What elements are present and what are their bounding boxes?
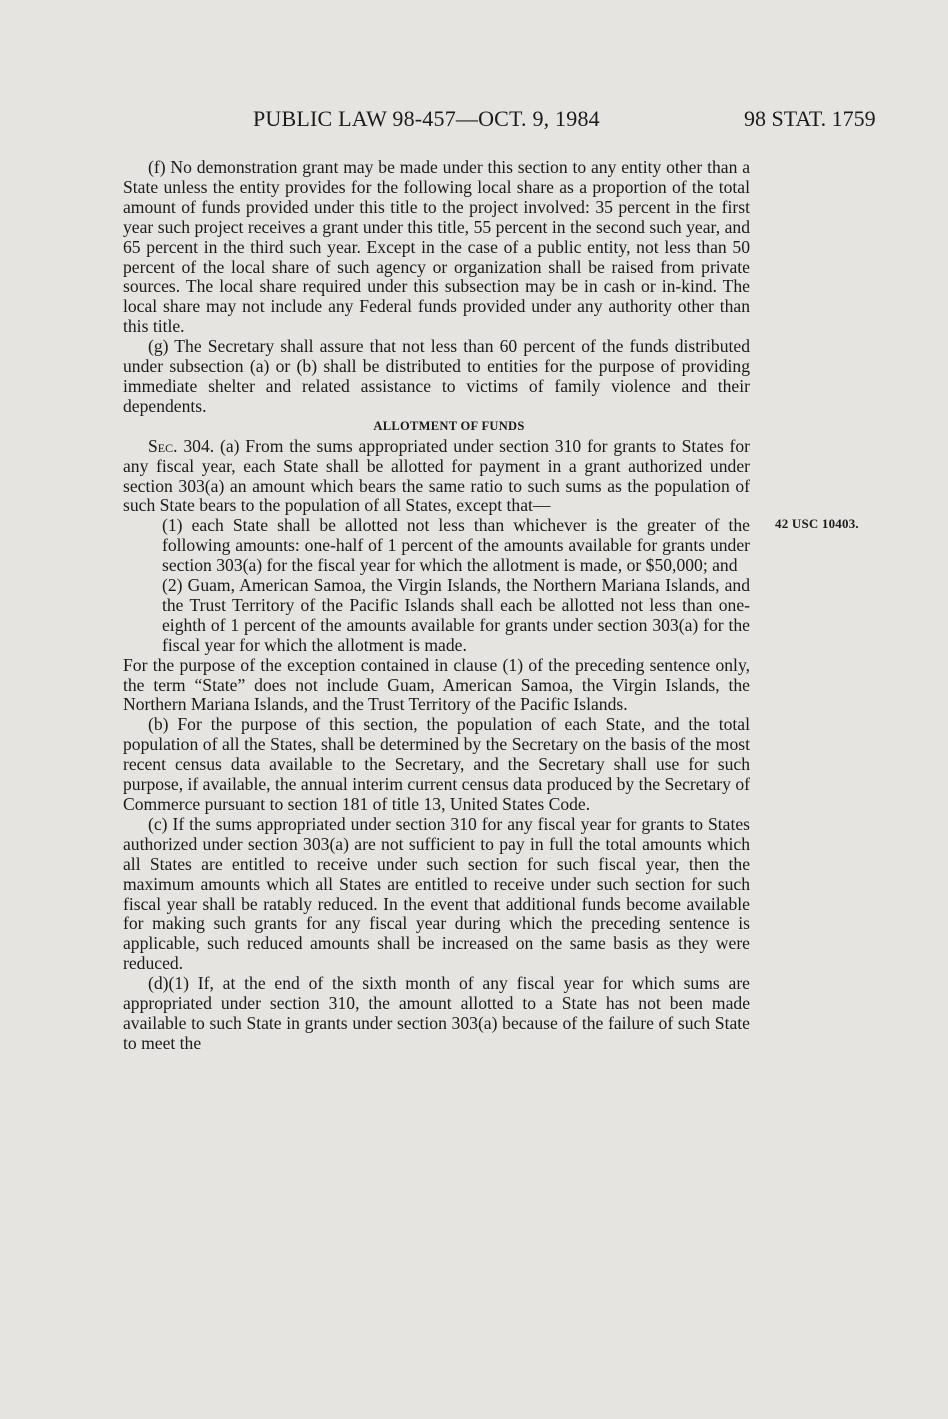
exception-purpose: For the purpose of the exception contained in clause (1) of the preceding sentence only, the term “State” does not include Guam, American Samoa, the Virgin Islands, the Northern Mariana Islands, and the Trust Territory of the Pacific Islands. bbox=[123, 654, 750, 715]
section-heading: ALLOTMENT OF FUNDS bbox=[373, 418, 525, 433]
section-304-a-text: 304. (a) From the sums appropriated under section 310 for grants to States for any fiscal year, each State shall be allotted for payment in a grant authorized under section 303(a) an amount which bears the same ratio to such sums as the population of such State bears to the population of all States, except that— bbox=[123, 435, 751, 516]
section-304-a bbox=[123, 437, 750, 517]
law-title: PUBLIC LAW 98-457—OCT. 9, 1984 bbox=[253, 106, 600, 131]
document-body bbox=[123, 158, 750, 1054]
page-header bbox=[0, 106, 948, 138]
paragraph-c: (c) If the sums appropriated under section 310 for any fiscal year for grants to States authorized under section 303(a) are not sufficient to pay in full the total amounts which all States are entitled to receive under such section for such fiscal year, then the maximum amounts which all States are entitled to receive under such section for such fiscal year shall be ratably reduced. In the event that additional funds become available for making such grants for any fiscal year during which the preceding sentence is applicable, such reduced amounts shall be increased on the same basis as they were reduced. bbox=[123, 813, 750, 974]
paragraph-b: (b) For the purpose of this section, the population of each State, and the total population of all the States, shall be determined by the Secretary on the basis of the most recent census data available to the Secretary, and the Secretary shall use for such purpose, if available, the annual interim current census data produced by the Secretary of Commerce pursuant to section 181 of title 13, United States Code. bbox=[123, 714, 750, 814]
usc-citation-margin-note: 42 USC 10403. bbox=[775, 516, 859, 531]
clause-2: (2) Guam, American Samoa, the Virgin Islands, the Northern Mariana Islands, and the Trust Territory of the Pacific Islands shall each be allotted not less than one-eighth of 1 percent of the amounts available for grants under section 303(a) for the fiscal year for which the allotment is made. bbox=[162, 575, 750, 655]
paragraph-g: (g) The Secretary shall assure that not less than 60 percent of the funds distributed under subsection (a) or (b) shall be distributed to entities for the purpose of providing immediate shelter and related assistance to victims of family violence and their dependents. bbox=[123, 336, 750, 416]
clause-1: (1) each State shall be allotted not less than whichever is the greater of the following amounts: one-half of 1 percent of the amounts available for grants under section 303(a) for the fiscal year for which the allotment is made, or $50,000; and bbox=[162, 515, 750, 576]
statute-page-number: 98 STAT. 1759 bbox=[744, 106, 876, 131]
paragraph-d1: (d)(1) If, at the end of the sixth month of any fiscal year for which sums are appropriated under section 310, the amount allotted to a State has not been made available to such State in grants under section 303(a) because of the failure of such State to meet the bbox=[123, 973, 750, 1053]
section-label: Sec. bbox=[148, 435, 178, 456]
paragraph-f: (f) No demonstration grant may be made under this section to any entity other than a State unless the entity provides for the following local share as a proportion of the total amount of funds provided under this title to the project involved: 35 percent in the first year such project receives a grant under this title, 55 percent in the second such year, and 65 percent in the third such year. Except in the case of a public entity, not less than 50 percent of the local share of such agency or organization shall be raised from private sources. The local share required under this subsection may be in cash or in-kind. The local share may not include any Federal funds provided under any authority other than this title. bbox=[123, 157, 750, 337]
